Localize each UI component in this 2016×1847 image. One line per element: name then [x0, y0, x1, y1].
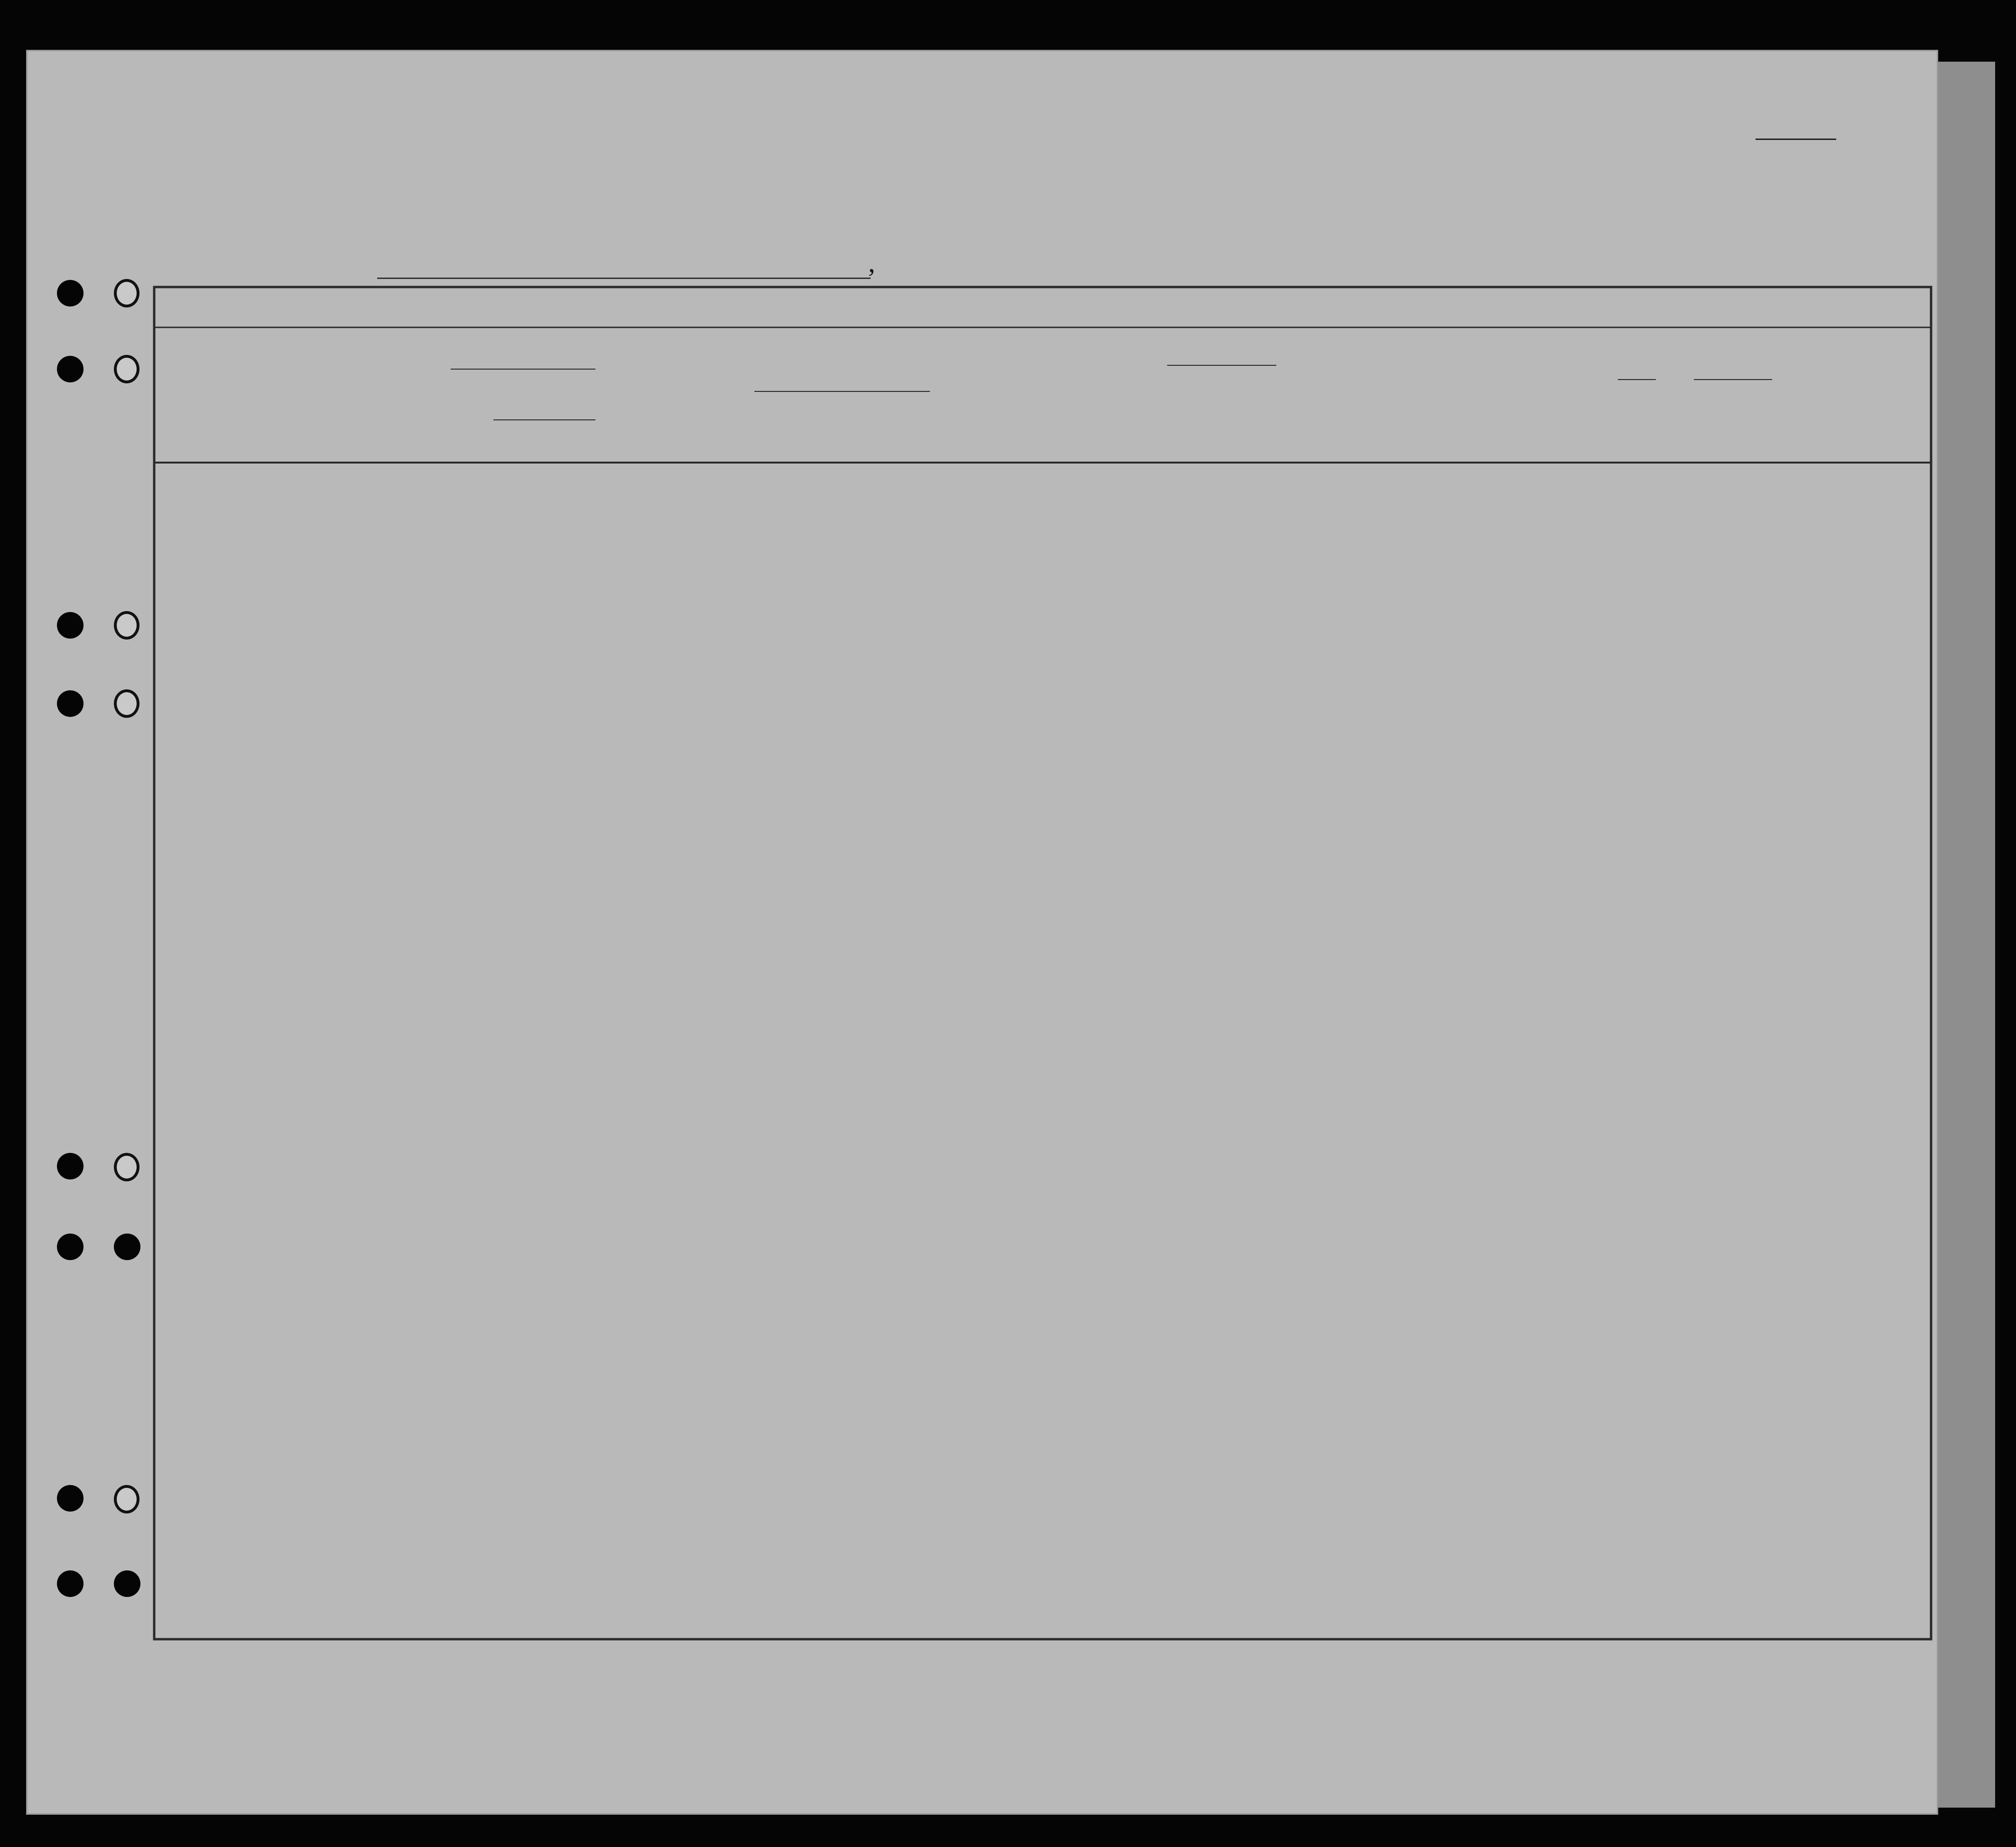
header-length-stay: [1205, 365, 1238, 460]
header-overthrow: [1362, 332, 1414, 460]
header-fifty-dollars: [727, 339, 751, 458]
comma: ,: [868, 247, 875, 278]
header-labor-offer: [1424, 332, 1453, 460]
header-prison: [1277, 332, 1310, 460]
header-excluded: [1479, 332, 1498, 460]
header-deported-year: [1455, 332, 1477, 460]
header-polygamist: [1313, 332, 1332, 460]
header-ticket: [604, 339, 627, 458]
header-citizen-intent: [1241, 365, 1274, 460]
header-return-intent: [1168, 365, 1201, 460]
header-anarchist: [1334, 332, 1353, 460]
